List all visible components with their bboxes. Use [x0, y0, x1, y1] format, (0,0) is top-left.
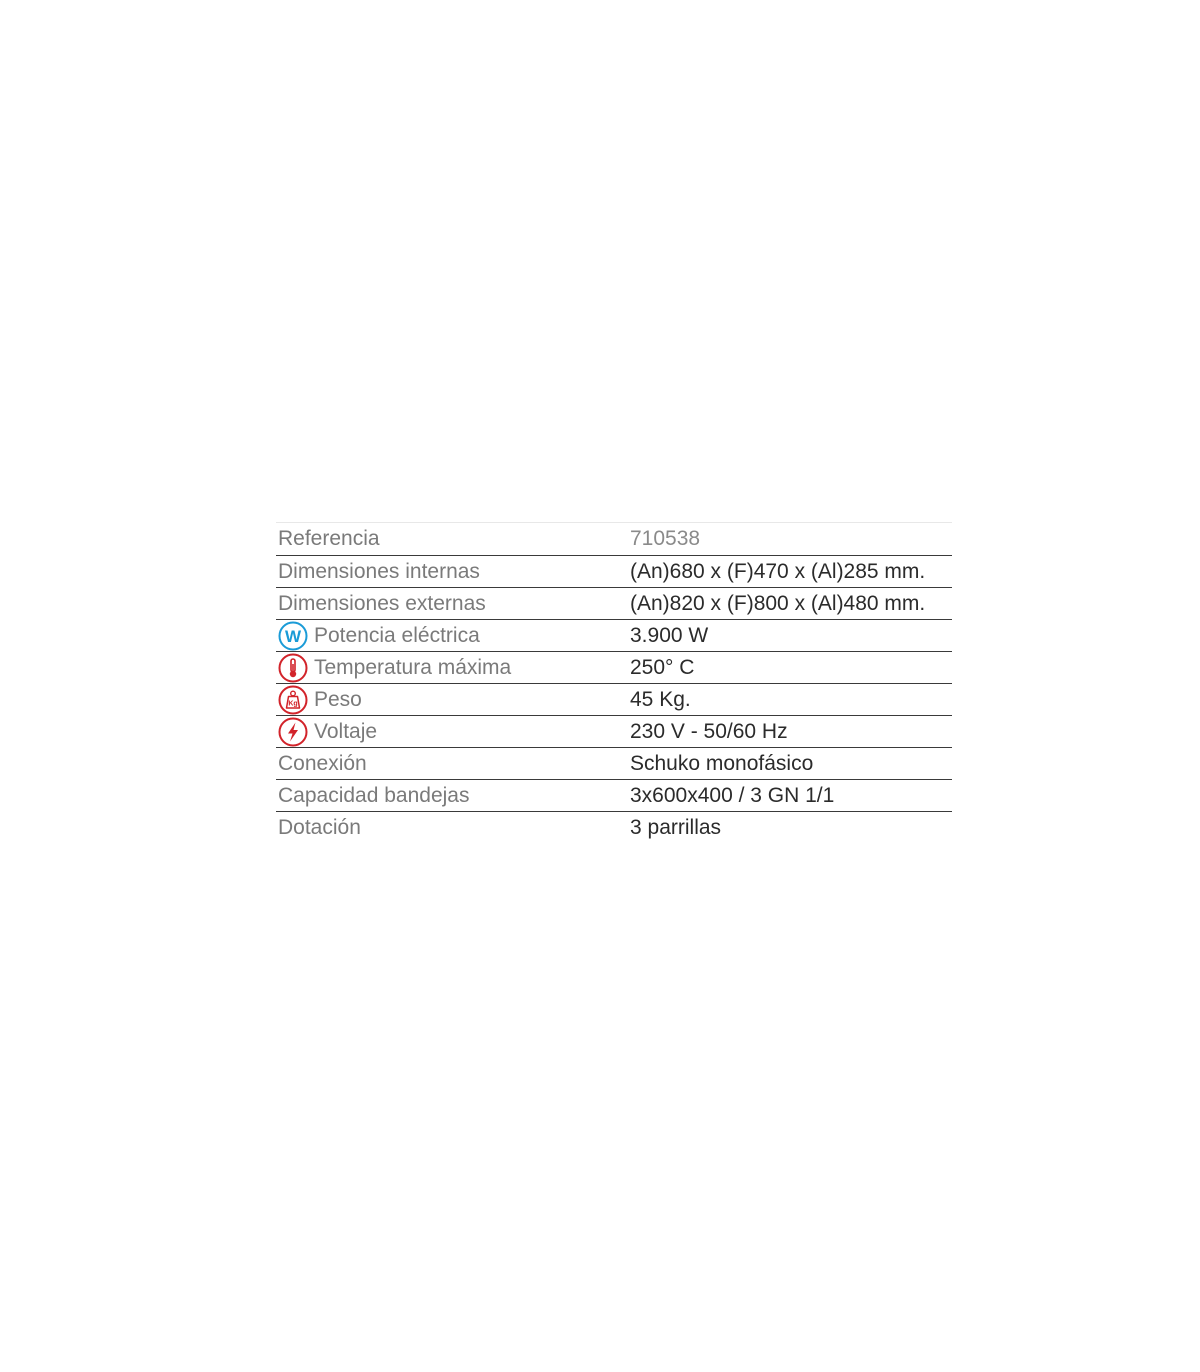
spec-label	[276, 752, 628, 776]
lightning-bolt-icon	[278, 717, 308, 747]
spec-label	[276, 816, 628, 840]
spec-label-text: Potencia eléctrica	[314, 623, 480, 647]
spec-value: Schuko monofásico	[630, 751, 814, 775]
spec-value: 710538	[630, 527, 701, 550]
spec-value: (An)820 x (F)800 x (Al)480 mm.	[630, 591, 926, 615]
thermometer-icon	[278, 653, 308, 683]
spec-label-text: Peso	[314, 687, 362, 711]
spec-label-text: Dotación	[278, 816, 361, 839]
spec-row-dimensiones-internas	[276, 556, 952, 588]
spec-table	[276, 522, 952, 844]
spec-label	[276, 621, 628, 651]
spec-row-potencia	[276, 620, 952, 652]
spec-row-referencia	[276, 523, 952, 556]
spec-label	[276, 653, 628, 683]
spec-value: 45 Kg.	[630, 687, 691, 711]
weight-icon-letters: Kg	[288, 700, 298, 707]
spec-value: 3 parrillas	[630, 816, 722, 839]
spec-value: 250° C	[630, 655, 695, 679]
spec-label-text: Dimensiones internas	[278, 559, 480, 583]
spec-value: 3x600x400 / 3 GN 1/1	[630, 783, 835, 807]
spec-label	[276, 527, 628, 551]
spec-row-dimensiones-externas	[276, 588, 952, 620]
spec-value: 3.900 W	[630, 623, 709, 647]
spec-label-text: Referencia	[278, 527, 380, 550]
spec-row-temperatura	[276, 652, 952, 684]
spec-value: 230 V - 50/60 Hz	[630, 719, 788, 743]
spec-row-dotacion	[276, 812, 952, 844]
spec-label-text: Temperatura máxima	[314, 655, 512, 679]
power-icon-letter: W	[284, 626, 302, 646]
spec-value: (An)680 x (F)470 x (Al)285 mm.	[630, 559, 926, 583]
spec-label-text: Conexión	[278, 751, 367, 775]
weight-kg-icon	[278, 685, 308, 715]
spec-label	[276, 685, 628, 715]
spec-row-peso	[276, 684, 952, 716]
spec-label	[276, 560, 628, 584]
spec-label	[276, 717, 628, 747]
spec-label-text: Dimensiones externas	[278, 591, 486, 615]
spec-label-text: Capacidad bandejas	[278, 783, 470, 807]
power-w-icon	[278, 621, 308, 651]
spec-row-voltaje	[276, 716, 952, 748]
spec-row-conexion	[276, 748, 952, 780]
spec-label	[276, 592, 628, 616]
spec-label	[276, 784, 628, 808]
spec-row-capacidad	[276, 780, 952, 812]
spec-label-text: Voltaje	[314, 719, 378, 743]
